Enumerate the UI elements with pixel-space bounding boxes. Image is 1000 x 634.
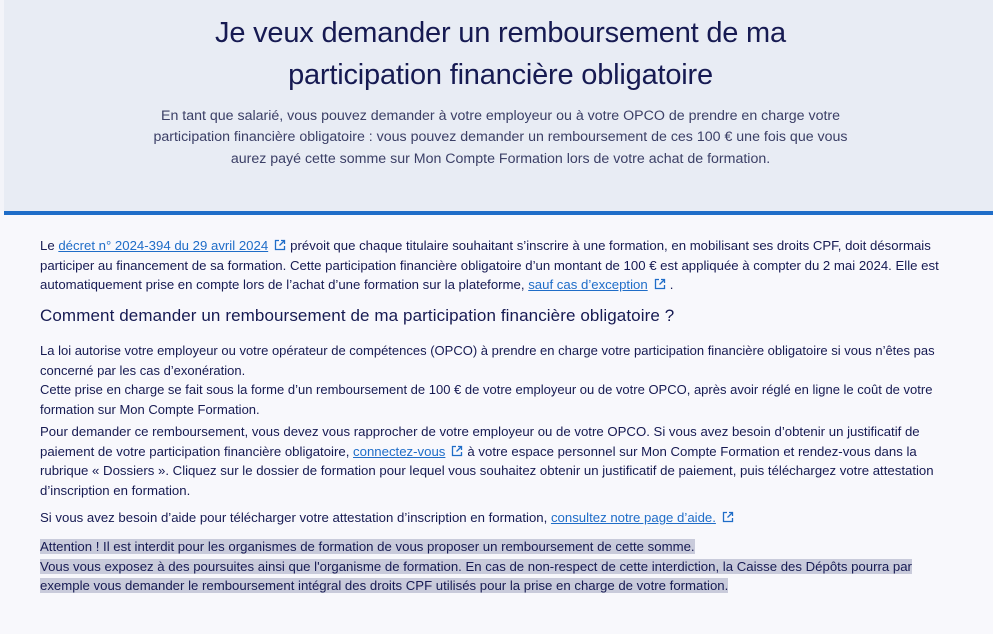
help-page-link[interactable]: consultez notre page d’aide. [550, 510, 716, 525]
hero-banner [0, 0, 993, 211]
page-title-line2: participation financière obligatoire [288, 59, 713, 91]
external-link-icon[interactable] [451, 445, 463, 457]
hero-subtitle: En tant que salarié, vous pouvez demander à votre employeur ou à votre OPCO de prendre en charge votre participation financière obligatoire : vous pouvez demander un remboursement de ces 100 € une fois que vous aurez payé cette somme sur Mon Compte Formation lors de votre achat de formation. [153, 108, 848, 167]
page-title-line1: Je veux demander un remboursement de ma [215, 17, 786, 49]
page-title [4, 12, 997, 96]
external-link-icon[interactable] [274, 239, 286, 251]
reimbursement-steps-paragraph: Pour demander ce remboursement, vous devez vous rapprocher de votre employeur ou de votre OPCO. Si vous avez besoin d’obtenir un justificatif de paiement de votre participation financière obligatoire, connectez-vous à votre espace personnel sur Mon Compte Formation et rendez-vous dans la rubrique « Dossiers ». Cliquez sur le dossier de formation pour lequel vous souhaitez obtenir un justificatif de paiement, puis téléchargez votre attestation d’inscription en formation. [40, 424, 934, 498]
connect-link[interactable]: connectez-vous [353, 443, 446, 459]
intro-paragraph: Le décret n° 2024-394 du 29 avril 2024 prévoit que chaque titulaire souhaitant s’inscrire à une formation, en mobilisant ses droits CPF, doit désormais participer au financement de sa formation. Cette participation financière obligatoire d’un montant de 100 € est appliquée à compter du 2 mai 2024. Elle est automatiquement prise en compte lors de l’achat d’une formation sur la plateforme, sauf cas d’exception . [40, 238, 939, 292]
scrollbar-track[interactable] [993, 0, 1000, 634]
warning-paragraph [40, 537, 960, 596]
help-paragraph: Si vous avez besoin d’aide pour télécharger votre attestation d’inscription en formation, consultez notre page d’aide. [40, 508, 960, 528]
hero-accent-border [4, 211, 993, 215]
warning-line-2: Vous vous exposez à des poursuites ainsi que l'organisme de formation. En cas de non-respect de cette interdiction, la Caisse des Dépôts pourra par exemple vous demander le remboursement intégral des droits CPF utilisés pour la prise en charge de votre formation. [40, 558, 912, 593]
external-link-icon[interactable] [722, 511, 734, 523]
warning-line-1: Attention ! Il est interdit pour les organismes de formation de vous proposer un remboursement de cette somme. [40, 539, 695, 554]
external-link-icon[interactable] [654, 278, 666, 290]
section-heading: Comment demander un remboursement de ma participation financière obligatoire ? [40, 306, 675, 325]
exception-link[interactable]: sauf cas d’exception [528, 277, 648, 292]
decree-link[interactable]: décret n° 2024-394 du 29 avril 2024 [58, 238, 269, 253]
employer-opco-paragraph: La loi autorise votre employeur ou votre opérateur de compétences (OPCO) à prendre en charge votre participation financière obligatoire si vous n’êtes pas concerné par les cas d’exonération. Cette prise en charge se fait sous la forme d’un remboursement de 100 € de votre employeur ou de votre OPCO, après avoir réglé en ligne le coût de votre formation sur Mon Compte Formation. [40, 343, 935, 417]
